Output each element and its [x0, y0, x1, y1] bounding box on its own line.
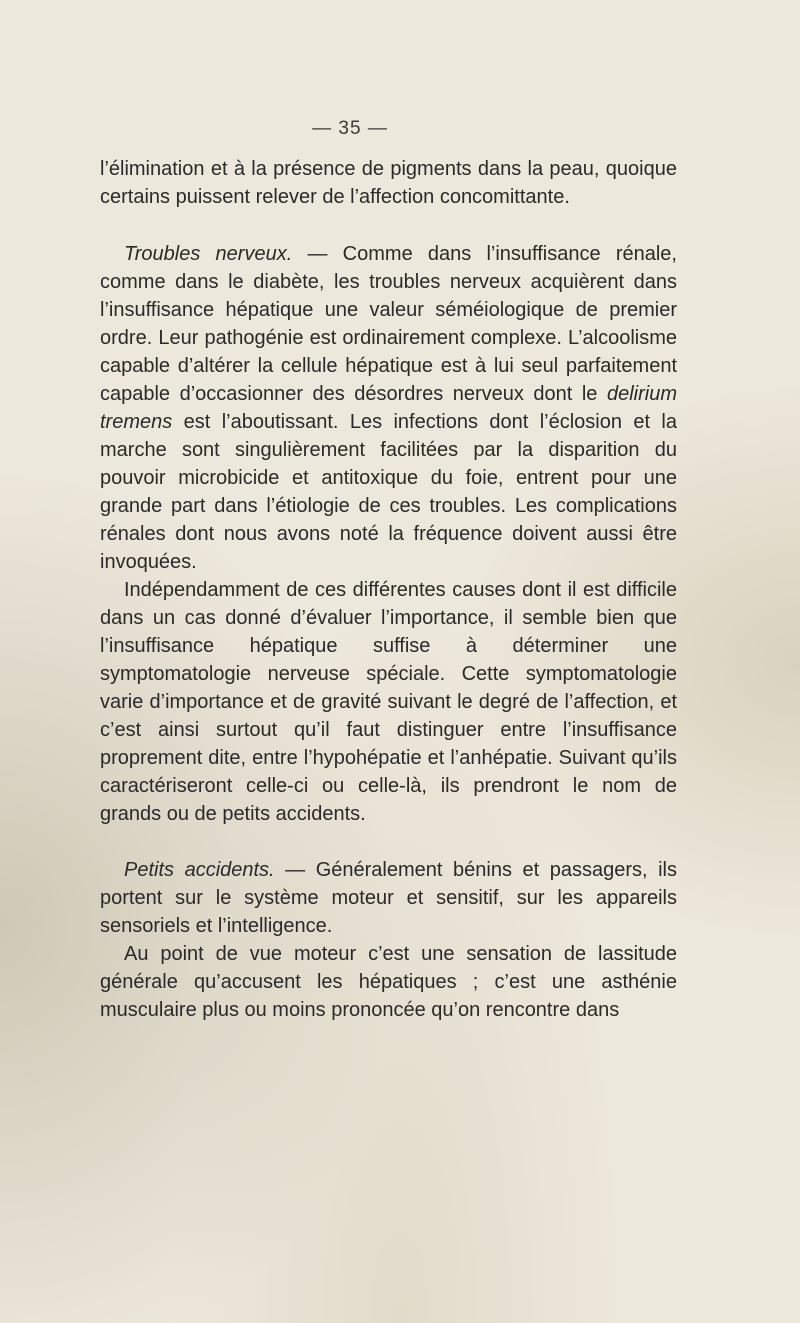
paragraph-troubles-nerveux — [100, 240, 677, 576]
paragraph-point-de-vue-moteur: Au point de vue moteur c’est une sensation de lassitude générale qu’accusent les hépatiques ; c’est une asthénie musculaire plus ou moins prononcée qu’on rencontre dans — [100, 943, 677, 1021]
body-text — [100, 155, 677, 1024]
paragraph-petits-accidents — [100, 856, 677, 940]
section-heading-troubles-nerveux: Troubles nerveux. — [124, 243, 293, 265]
paragraph-text: est l’aboutissant. Les infections dont l’éclosion et la marche sont singulièrement facilitées par la disparition du pouvoir microbicide et antitoxique du foie, entrent pour une grande part dans l’étiologie de ces troubles. Les complications rénales dont nous avons noté la fréquence doivent aussi être invoquées. — [100, 411, 677, 573]
page-number: — 35 — — [312, 118, 388, 139]
paragraph-text: — Comme dans l’insuffisance rénale, comme dans le diabète, les troubles nerveux acquièrent dans l’insuffisance hépatique une valeur séméiologique de premier ordre. Leur pathogénie est ordinairement complexe. L’alcoolisme capable d’altérer la cellule hépatique est à lui seul parfaitement capable d’occasionner des désordres nerveux dont le — [100, 243, 677, 405]
italic-term: delirium tremens — [100, 383, 677, 433]
section-heading-petits-accidents: Petits accidents. — [124, 859, 275, 881]
paragraph-independamment: Indépendamment de ces différentes causes dont il est difficile dans un cas donné d’évaluer l’importance, il semble bien que l’insuffisance hépatique suffise à déterminer une symptomatologie nerveuse spéciale. Cette symptomatologie varie d’importance et de gravité suivant le degré de l’affection, et c’est ainsi surtout qu’il faut distinguer entre l’insuffisance proprement dite, entre l’hypohépatie et l’anhépatie. Suivant qu’ils caractériseront celle-ci ou celle-là, ils prendront le nom de grands ou de petits accidents. — [100, 579, 677, 825]
paragraph-text: — Généralement bénins et passagers, ils portent sur le système moteur et sensitif, sur les appareils sensoriels et l’intelligence. — [100, 859, 677, 937]
paragraph-continuation: l’élimination et à la présence de pigments dans la peau, quoique certains puissent relever de l’affection concomittante. — [100, 158, 677, 208]
